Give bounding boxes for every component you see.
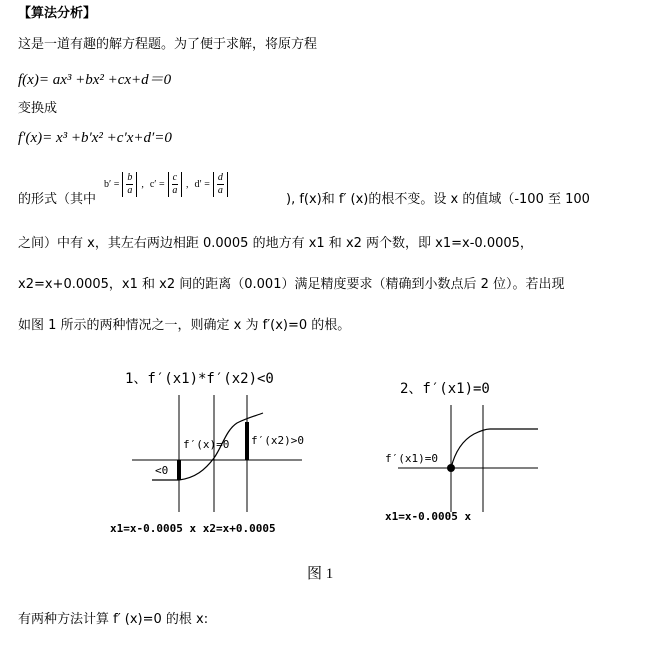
transform-text: 变换成: [18, 101, 58, 116]
fig1-bar-right: [245, 422, 249, 460]
fig2-title: 2、f′(x1)=0: [400, 381, 490, 397]
frac-d-num: d: [217, 171, 223, 183]
intro-text: 这是一道有趣的解方程题。为了便于求解，将原方程: [18, 37, 318, 52]
frac-b-den: a: [127, 184, 133, 196]
fig1-label-mid: f′(x)=0: [183, 438, 230, 451]
fig1-bar-left: [177, 460, 181, 480]
x2-text: x2=x+0.0005，x1 和 x2 间的距离（0.001）满足精度要求（精确到小数点后 2 位）。若出现: [18, 277, 565, 292]
frac-d-den: a: [217, 184, 223, 196]
frac-sep: ,: [186, 178, 189, 190]
frac-b-num: b: [127, 171, 133, 183]
form-suffix: ), f(x)和 f′ (x)的根不变。设 x 的值域（-100 至 100: [286, 192, 590, 207]
fig1-label-right: f′(x2)>0: [251, 434, 304, 447]
fig1-axis-label: x1=x-0.0005 x x2=x+0.0005: [110, 522, 276, 535]
form-prefix: 的形式（其中: [18, 192, 97, 207]
fig2-label-left: f′(x1)=0: [385, 452, 438, 465]
frac-sep: ,: [141, 178, 144, 190]
fig2-axis-label: x1=x-0.0005 x: [385, 510, 472, 523]
figure-caption: 图 1: [307, 566, 334, 582]
fig1-label-left: <0: [155, 464, 169, 477]
footer-text: 有两种方法计算 f′ (x)=0 的根 x:: [18, 612, 209, 627]
transformed-equation: f′(x)= x³ +b′x² +c′x+d′=0: [18, 130, 172, 146]
fig1-title: 1、f′(x1)*f′(x2)<0: [125, 371, 274, 387]
section-heading: 【算法分析】: [18, 6, 97, 21]
figure-ref-text: 如图 1 所示的两种情况之一，则确定 x 为 f′(x)=0 的根。: [18, 318, 351, 333]
original-equation: f(x)= ax³ +bx² +cx+d＝0: [18, 72, 172, 88]
frac-b-label: b′ =: [104, 178, 120, 190]
between-text: 之间）中有 x，其左右两边相距 0.0005 的地方有 x1 和 x2 两个数，即 x1=x-0.0005，: [18, 236, 533, 251]
frac-c-num: c: [172, 171, 178, 183]
frac-c-den: a: [172, 184, 178, 196]
frac-c-label: c′ =: [149, 178, 165, 190]
frac-d-label: d′ =: [194, 178, 210, 190]
